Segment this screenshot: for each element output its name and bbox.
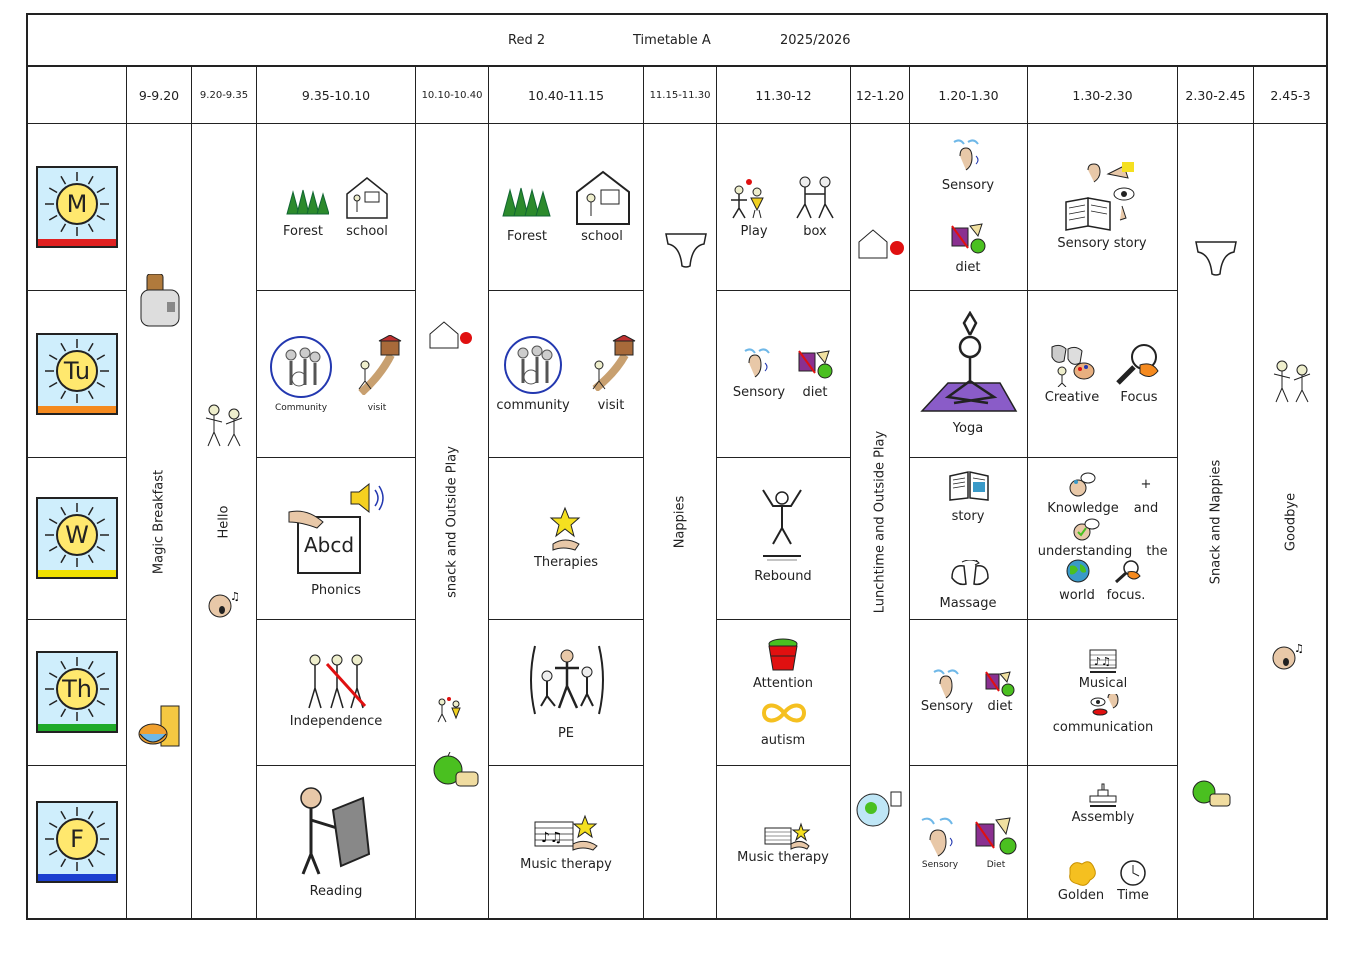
apple-snack-icon [432, 752, 480, 794]
sensory-icon [932, 668, 962, 700]
day-letter: M [56, 183, 98, 225]
sensory-label: Sensory [941, 178, 995, 193]
school-icon [573, 170, 633, 226]
nappy-icon [664, 230, 708, 270]
visit-icon [351, 335, 405, 395]
yoga-icon [918, 311, 1020, 415]
knowledge-label: Knowledge [1047, 501, 1119, 516]
assembly-icon [1088, 782, 1118, 808]
singing-icon [1272, 642, 1304, 672]
hello-label: Hello [216, 505, 232, 538]
creative-label: Creative [1044, 390, 1100, 405]
visit-label: visit [367, 403, 387, 413]
svg-text:♫: ♫ [1294, 642, 1304, 655]
day-color-stripe [38, 724, 116, 731]
diet-icon [974, 816, 1020, 858]
music-sheet-icon [1088, 648, 1118, 674]
world-icon [1064, 558, 1092, 584]
time-header: 9.20-9.35 [192, 67, 257, 124]
box-label: box [803, 224, 827, 239]
day-sun-icon [36, 497, 118, 579]
pe-label: PE [557, 726, 575, 741]
time-header: 1.20-1.30 [910, 67, 1028, 124]
story-icon [948, 470, 990, 502]
school-label: school [346, 224, 388, 239]
diet-label: diet [987, 699, 1013, 714]
day-sun-icon [36, 166, 118, 248]
music-therapy-label: Music therapy [737, 850, 829, 865]
diet-label: diet [955, 260, 981, 275]
nappy-icon [1194, 238, 1238, 278]
day-letter: F [56, 818, 98, 860]
phonics-label: Phonics [311, 583, 361, 598]
school-year: 2025/2026 [780, 33, 851, 48]
tue-session-5 [1028, 291, 1178, 458]
diet-icon [950, 222, 990, 256]
outside-icon [428, 320, 474, 352]
tue-session-2 [489, 291, 644, 458]
header-corner [28, 67, 127, 124]
reading-label: Reading [309, 884, 363, 899]
fri-session-5 [1028, 766, 1178, 920]
time-header: 9.35-10.10 [257, 67, 416, 124]
play-children-icon [434, 696, 464, 724]
svg-text:♪♫: ♪♫ [541, 830, 563, 846]
understanding-label: understanding [1037, 544, 1133, 559]
box-icon [793, 176, 837, 220]
community-label: community [496, 398, 570, 413]
time-header: 11.15-11.30 [644, 67, 717, 124]
understanding-icon [1070, 518, 1100, 542]
mon-session-2 [489, 124, 644, 291]
day-letter: Th [56, 668, 98, 710]
reading-icon [297, 784, 373, 876]
day-cell [28, 291, 127, 458]
play-icon [729, 178, 769, 220]
cereal-icon [137, 704, 183, 750]
visit-label: visit [597, 398, 625, 413]
time-header: 10.10-10.40 [416, 67, 489, 124]
forest-label: Forest [283, 224, 323, 239]
sensory-story-label: Sensory story [1057, 236, 1147, 251]
massage-label: Massage [939, 596, 997, 611]
apple-snack-icon [1192, 778, 1232, 812]
diet-label: Diet [986, 860, 1006, 870]
musical-label: Musical [1078, 676, 1128, 691]
focus-label: focus. [1106, 588, 1146, 603]
tue-session-4 [910, 291, 1028, 458]
breakfast-label: Magic Breakfast [151, 469, 167, 574]
sensory-label: Sensory [920, 699, 974, 714]
yoga-label: Yoga [952, 421, 984, 436]
thu-session-5 [1028, 620, 1178, 766]
sensory-story-icon [1064, 162, 1142, 232]
phonics-card-icon: Abcd [297, 516, 361, 574]
forest-icon [281, 188, 329, 216]
snack-nappies-column [1178, 124, 1254, 920]
time-header: 2.30-2.45 [1178, 67, 1254, 124]
focus-label: Focus [1120, 390, 1158, 405]
golden-icon [1066, 858, 1098, 888]
thu-session-3 [717, 620, 851, 766]
lunch-column [851, 124, 910, 920]
tue-session-3 [717, 291, 851, 458]
wed-session-2 [489, 458, 644, 620]
school-label: school [581, 229, 623, 244]
diet-icon [797, 349, 837, 381]
day-cell [28, 458, 127, 620]
golden-label: Golden [1057, 888, 1105, 903]
wed-session-3 [717, 458, 851, 620]
toaster-icon [139, 274, 181, 330]
forest-icon [499, 186, 555, 218]
sensory-icon [950, 138, 986, 174]
fri-session-3 [717, 766, 851, 920]
story-label: story [951, 509, 985, 524]
diet-label: diet [802, 385, 828, 400]
knowledge-icon [1066, 472, 1096, 498]
breakfast-column [127, 124, 192, 920]
thu-session-2 [489, 620, 644, 766]
music-therapy-icon [533, 814, 599, 852]
therapies-label: Therapies [533, 555, 599, 570]
day-color-stripe [38, 570, 116, 577]
day-color-stripe [38, 406, 116, 413]
massage-icon [948, 560, 992, 590]
svg-text:♫: ♫ [230, 590, 240, 603]
class-name: Red 2 [508, 33, 546, 48]
wave-people-icon [1272, 360, 1312, 404]
time-header: 1.30-2.30 [1028, 67, 1178, 124]
independence-label: Independence [289, 714, 383, 729]
autism-label: autism [760, 733, 806, 748]
thu-session-4 [910, 620, 1028, 766]
goodbye-label: Goodbye [1283, 492, 1298, 551]
time-header: 9-9.20 [127, 67, 192, 124]
music-therapy-label: Music therapy [520, 857, 612, 872]
and-label: and [1133, 501, 1159, 516]
attention-label: Attention [753, 676, 813, 691]
day-sun-icon [36, 333, 118, 415]
time-label: Time [1117, 888, 1149, 903]
singing-icon [208, 590, 240, 620]
forest-label: Forest [507, 229, 547, 244]
thu-session-1 [257, 620, 416, 766]
speaker-icon [347, 480, 391, 516]
tue-session-1 [257, 291, 416, 458]
the-label: the [1146, 544, 1168, 559]
nappies-column [644, 124, 717, 920]
wed-session-1 [257, 458, 416, 620]
time-header: 12-1.20 [851, 67, 910, 124]
plus-label: + [1140, 477, 1152, 492]
time-header: 10.40-11.15 [489, 67, 644, 124]
communication-label: communication [1052, 720, 1154, 735]
rebound-label: Rebound [754, 569, 812, 584]
pe-icon [525, 642, 609, 718]
day-sun-icon [36, 801, 118, 883]
rebound-icon [759, 488, 805, 562]
goodbye-column [1254, 124, 1328, 920]
sensory-label: Sensory [732, 385, 786, 400]
outside-icon [857, 228, 905, 262]
mon-session-4 [910, 124, 1028, 291]
mon-session-1 [257, 124, 416, 291]
time-header: 2.45-3 [1254, 67, 1328, 124]
therapies-icon [549, 506, 581, 552]
community-icon [503, 335, 563, 395]
communication-icon [1088, 694, 1120, 718]
focus-icon [1114, 341, 1162, 385]
lunch-plate-icon [855, 788, 905, 828]
visit-icon [585, 335, 639, 391]
diet-icon [984, 670, 1016, 700]
snack-label: snack and Outside Play [444, 445, 460, 598]
day-cell [28, 620, 127, 766]
mon-session-3 [717, 124, 851, 291]
attention-icon [765, 636, 801, 674]
clock-icon [1118, 858, 1148, 888]
day-color-stripe [38, 874, 116, 881]
day-cell [28, 124, 127, 291]
nappies-label: Nappies [672, 495, 688, 548]
community-label: Community [274, 403, 328, 413]
community-icon [269, 335, 333, 399]
lunch-label: Lunchtime and Outside Play [872, 430, 888, 613]
day-letter: Tu [56, 350, 98, 392]
sensory-label: Sensory [921, 860, 959, 870]
world-label: world [1059, 588, 1095, 603]
day-letter: W [56, 514, 98, 556]
snack-column [416, 124, 489, 920]
fri-session-2 [489, 766, 644, 920]
creative-icon [1050, 343, 1096, 387]
focus-icon [1114, 558, 1142, 584]
sensory-icon [918, 816, 962, 860]
play-label: Play [740, 224, 768, 239]
infinity-icon [761, 700, 807, 726]
school-icon [343, 176, 391, 220]
independence-icon [303, 654, 369, 710]
music-therapy-icon [763, 822, 811, 850]
fri-session-1 [257, 766, 416, 920]
title-row [28, 15, 1326, 67]
snack-nappies-label: Snack and Nappies [1208, 459, 1223, 584]
day-cell [28, 766, 127, 920]
assembly-label: Assembly [1071, 810, 1135, 825]
svg-text:♪♫: ♪♫ [1094, 655, 1111, 668]
sensory-icon [741, 347, 773, 381]
mon-session-5 [1028, 124, 1178, 291]
wave-people-icon [204, 404, 244, 448]
hello-column [192, 124, 257, 920]
day-color-stripe [38, 239, 116, 246]
wed-session-4 [910, 458, 1028, 620]
timetable-name: Timetable A [633, 33, 711, 48]
fri-session-4 [910, 766, 1028, 920]
wed-session-5 [1028, 458, 1178, 620]
hand-icon [287, 508, 327, 532]
time-header: 11.30-12 [717, 67, 851, 124]
day-sun-icon [36, 651, 118, 733]
